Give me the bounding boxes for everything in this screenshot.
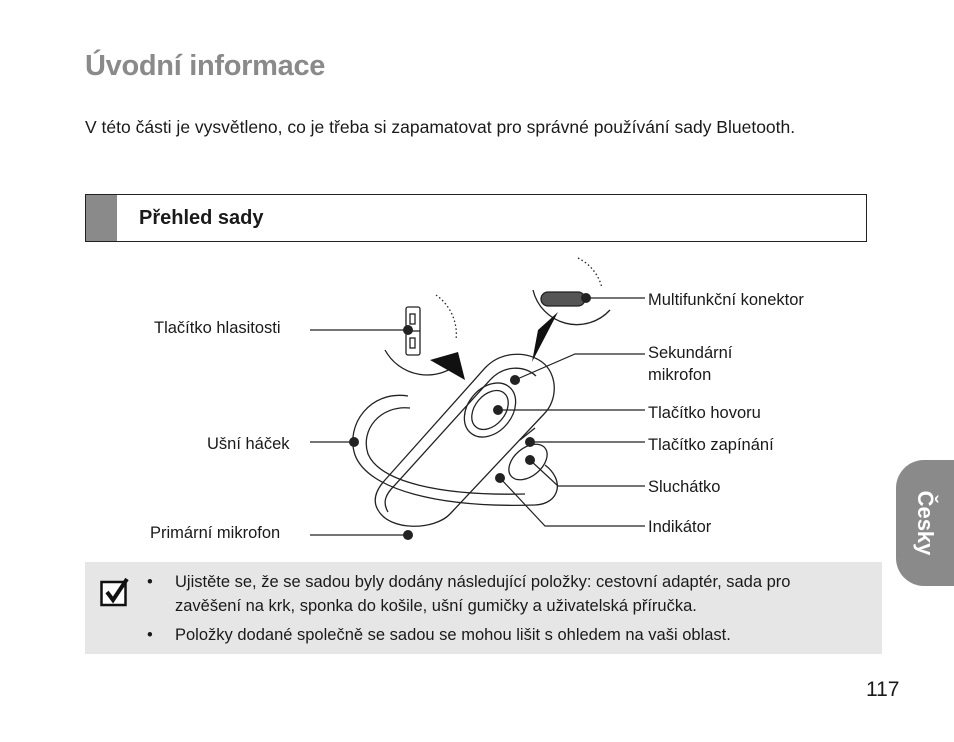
label-ear-hook: Ušní háček — [207, 435, 290, 453]
label-secondary-mic-line1: Sekundární — [648, 344, 733, 362]
label-primary-mic: Primární mikrofon — [150, 524, 281, 542]
label-indicator: Indikátor — [648, 518, 712, 536]
label-call-button: Tlačítko hovoru — [648, 404, 761, 422]
headset-highlight — [385, 368, 536, 512]
language-tab[interactable]: Česky — [896, 460, 954, 586]
label-speaker: Sluchátko — [648, 478, 721, 496]
page-number: 117 — [866, 678, 900, 701]
note-list — [147, 570, 857, 652]
pointer-right — [532, 312, 558, 362]
intro-paragraph: V této části je vysvětleno, co je třeba si zapamatovat pro správné používání sady Bluetooth. — [85, 117, 796, 137]
label-volume-button: Tlačítko hlasitosti — [154, 319, 281, 337]
ear-hook-outline — [353, 395, 558, 505]
section-title: Přehled sady — [139, 207, 264, 229]
checkbox-check-icon — [100, 577, 130, 607]
note-item: • Ujistěte se, že se sadou byly dodány následující položky: cestovní adaptér, sada pro zavěšení na krk, sponka do košile, ušní gumičky a uživatelská příručka. — [147, 573, 791, 615]
note-box — [85, 562, 882, 654]
pointer-left — [430, 352, 465, 380]
page-title: Úvodní informace — [85, 50, 326, 82]
connector-shape — [541, 292, 585, 306]
note-item: • Položky dodané společně se sadou se mohou lišit s ohledem na vaši oblast. — [147, 626, 731, 644]
section-header — [85, 194, 867, 242]
label-secondary-mic-line2: mikrofon — [648, 366, 712, 384]
label-connector: Multifunkční konektor — [648, 291, 804, 309]
label-power-button: Tlačítko zapínání — [648, 436, 774, 454]
section-accent-bar — [86, 195, 117, 241]
